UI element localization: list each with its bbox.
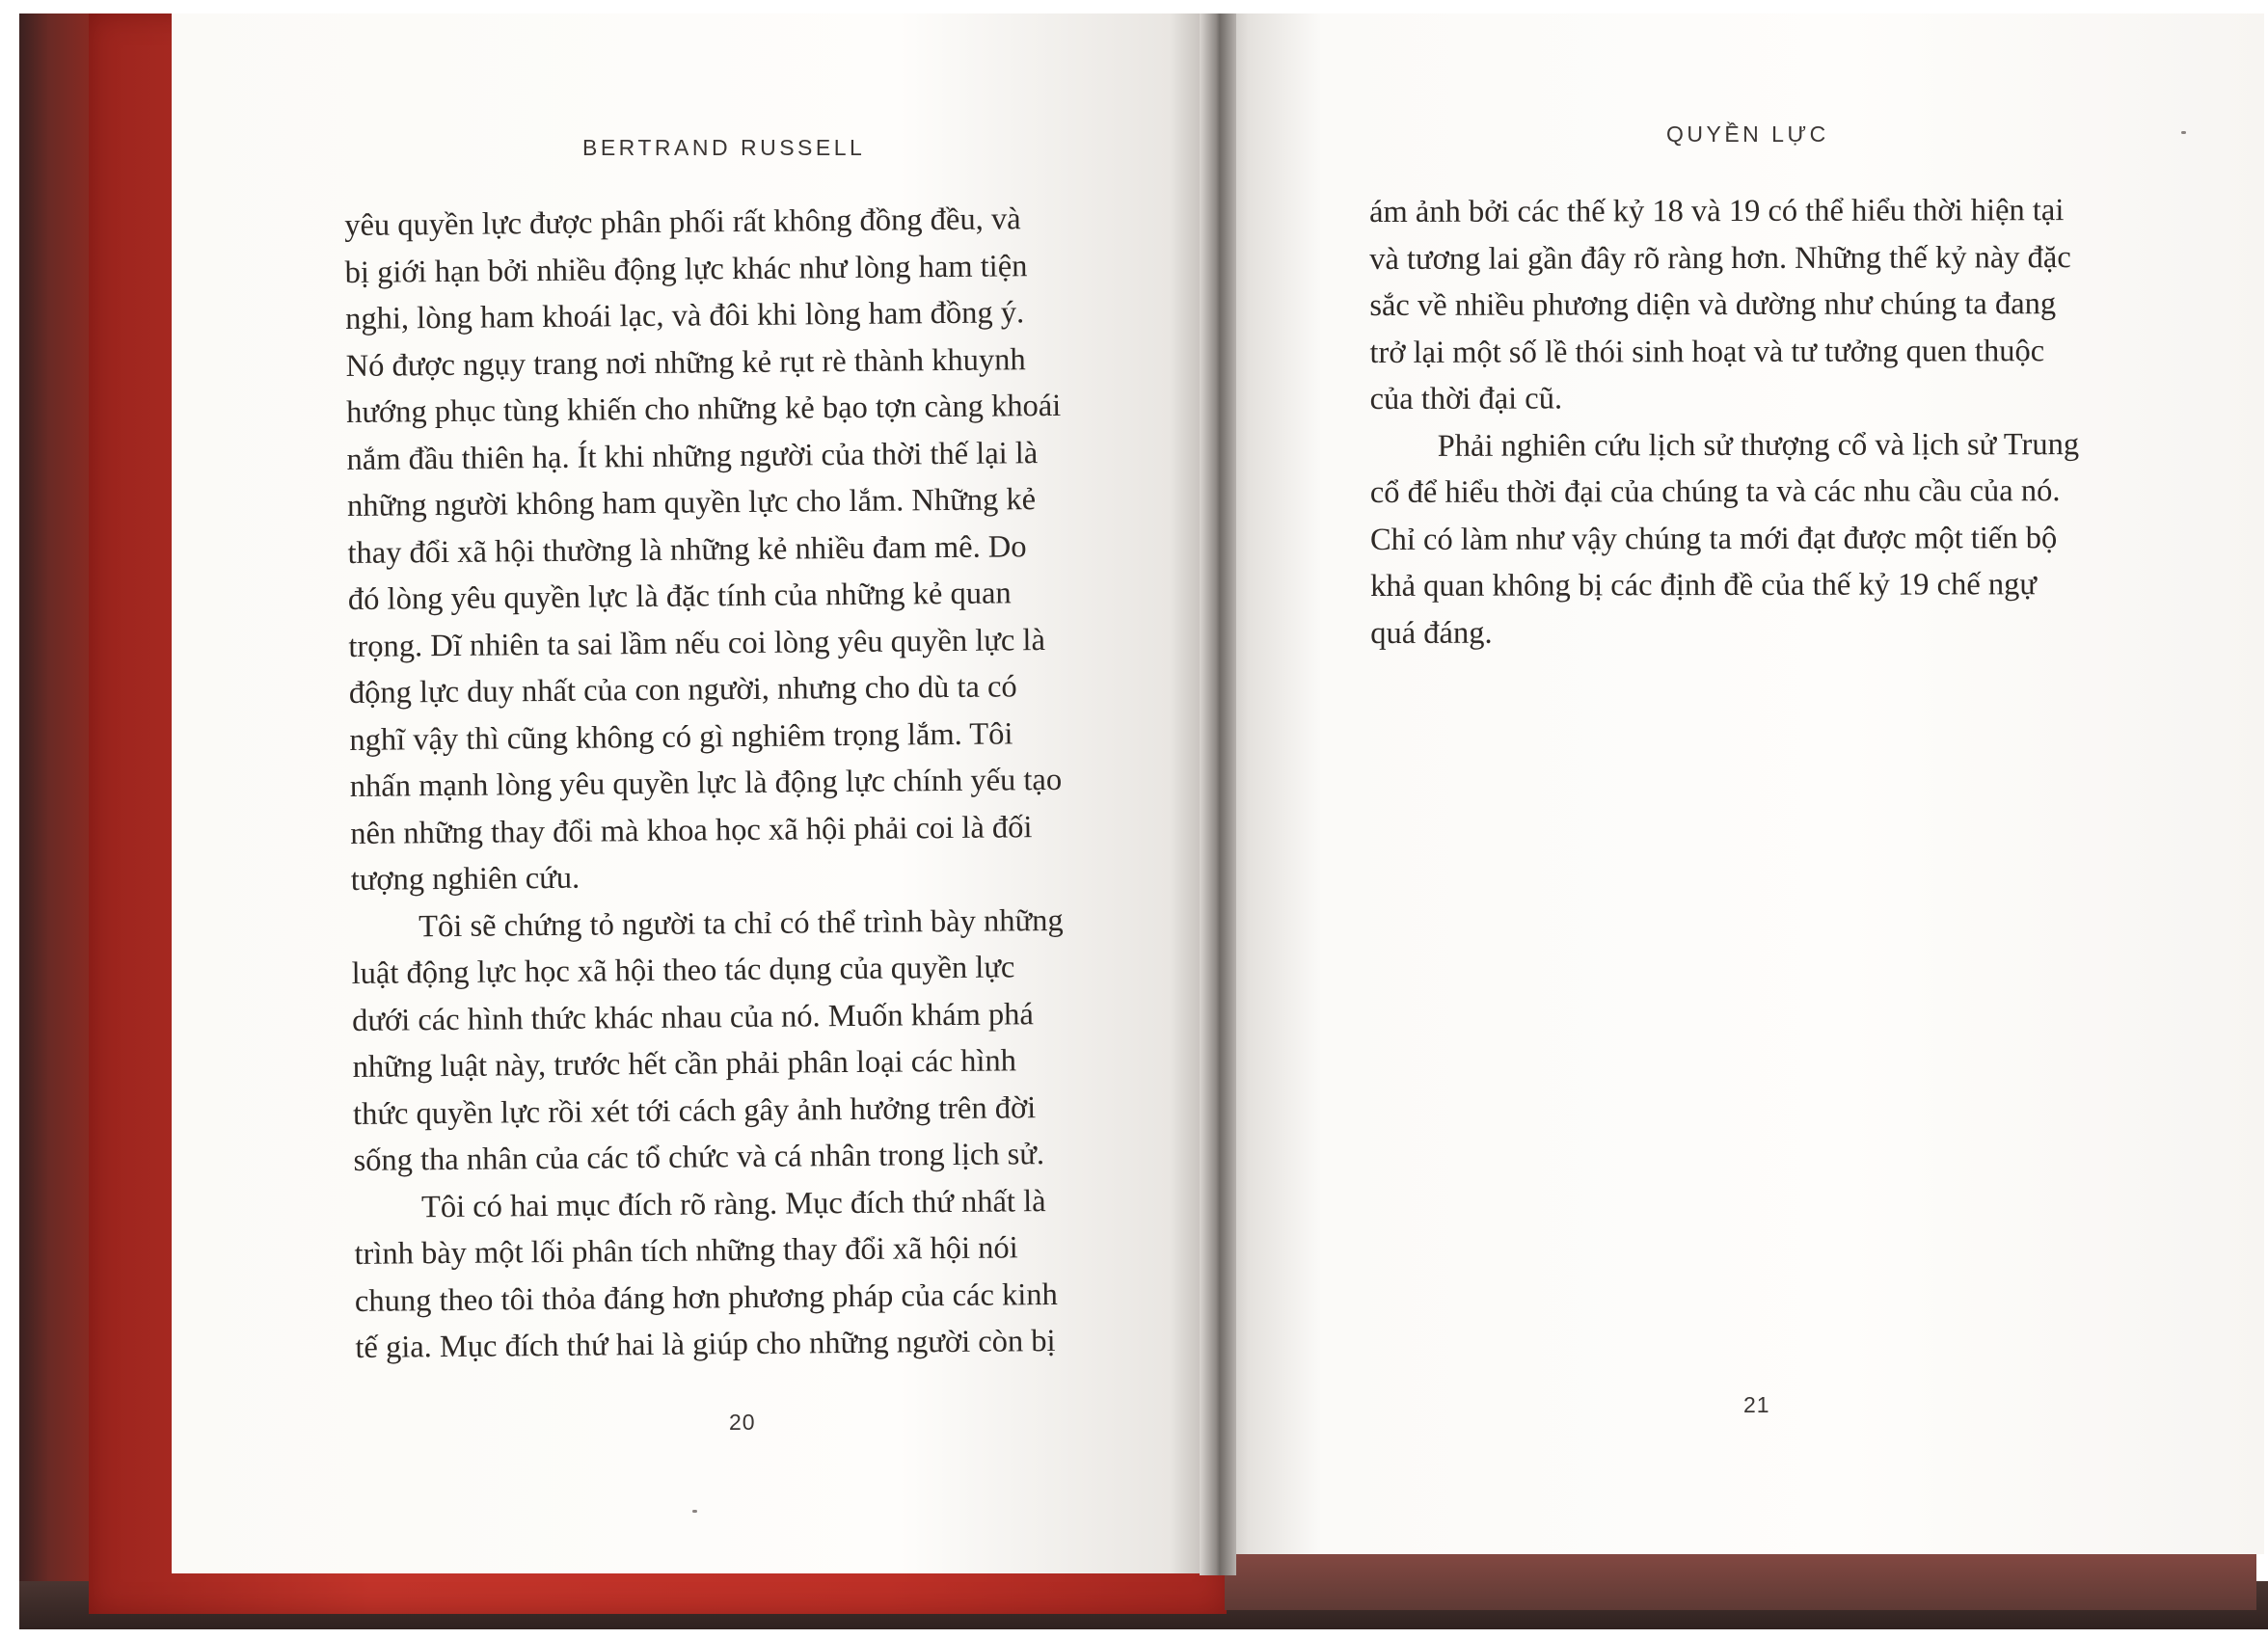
text-line: đó lòng yêu quyền lực là đặc tính của những kẻ quan: [347, 576, 1012, 617]
text-line: thức quyền lực rồi xét tới cách gây ảnh hưởng trên đời: [352, 1089, 1037, 1132]
text-line: Tôi có hai mục đích rõ ràng. Mục đích thứ nhất là: [420, 1183, 1046, 1224]
right-page-body: [1369, 187, 2142, 657]
text-line: ám ảnh bởi các thế kỷ 18 và 19 có thể hiểu thời hiện tại: [1369, 193, 2065, 229]
text-line: bị giới hạn bởi nhiều động lực khác như lòng ham tiện: [344, 248, 1028, 290]
text-line: nhấn mạnh lòng yêu quyền lực là động lực chính yếu tạo: [349, 762, 1063, 804]
text-line: động lực duy nhất của con người, nhưng cho dù ta có: [348, 669, 1017, 711]
text-line: Tôi sẽ chứng tỏ người ta chỉ có thể trình bày những: [418, 902, 1064, 944]
text-line: luật động lực học xã hội theo tác dụng của quyền lực: [351, 950, 1015, 991]
text-line: Phải nghiên cứu lịch sử thượng cổ và lịch sử Trung: [1437, 426, 2080, 464]
text-line: thay đổi xã hội thường là những kẻ nhiều đam mê. Do: [347, 528, 1027, 571]
left-page-body: [344, 195, 1147, 1371]
text-line: yêu quyền lực được phân phối rất không đồng đều, và: [344, 202, 1021, 243]
text-line: Chỉ có làm như vậy chúng ta mới đạt được một tiến bộ: [1369, 520, 2058, 557]
text-line: hướng phục tùng khiến cho những kẻ bạo tợn càng khoái: [345, 388, 1062, 430]
text-line: quá đáng.: [1370, 615, 1493, 651]
scan-edge-left: [19, 13, 94, 1616]
text-line: khả quan không bị các định đề của thế kỷ 19 chế ngự: [1370, 567, 2038, 604]
text-line: cổ để hiểu thời đại của chúng ta và các nhu cầu của nó.: [1369, 473, 2061, 510]
text-line: dưới các hình thức khác nhau của nó. Muốn khám phá: [351, 996, 1035, 1038]
text-line: tế gia. Mục đích thứ hai là giúp cho những người còn bị: [355, 1323, 1056, 1365]
text-line: nắm đầu thiên hạ. Ít khi những người của thời thế lại là: [346, 435, 1039, 477]
text-line: sắc về nhiều phương diện và dường như chúng ta đang: [1369, 286, 2057, 323]
text-line: chung theo tôi thỏa đáng hơn phương pháp của các kinh: [354, 1276, 1058, 1319]
text-line: nghi, lòng ham khoái lạc, và đôi khi lòng ham đồng ý.: [344, 295, 1025, 336]
text-line: nghĩ vậy thì cũng không có gì nghiêm trọng lắm. Tôi: [349, 715, 1013, 758]
text-line: của thời đại cũ.: [1369, 381, 1563, 416]
book-gutter: [1200, 13, 1236, 1575]
left-running-head: BERTRAND RUSSELL: [582, 135, 866, 160]
right-page-number: 21: [1743, 1392, 1770, 1417]
text-line: tượng nghiên cứu.: [350, 860, 580, 898]
print-speck: [692, 1510, 697, 1513]
text-line: và tương lai gần đây rõ ràng hơn. Những thế kỷ này đặc: [1369, 239, 2071, 277]
text-line: trọng. Dĩ nhiên ta sai lầm nếu coi lòng yêu quyền lực là: [348, 622, 1046, 664]
text-line: nên những thay đổi mà khoa học xã hội phải coi là đối: [350, 809, 1033, 851]
text-line: trình bày một lối phân tích những thay đổi xã hội nói: [354, 1230, 1018, 1272]
text-line: Nó được ngụy trang nơi những kẻ rụt rè thành khuynh: [345, 341, 1026, 384]
left-page-number: 20: [729, 1410, 756, 1435]
text-line: những người không ham quyền lực cho lắm. Những kẻ: [346, 482, 1037, 524]
text-line: sống tha nhân của các tổ chức và cá nhân trong lịch sử.: [353, 1137, 1045, 1178]
print-speck: [2181, 131, 2186, 134]
text-line: trở lại một số lề thói sinh hoạt và tư tưởng quen thuộc: [1369, 333, 2045, 370]
right-running-head: QUYỀN LỰC: [1666, 121, 1829, 147]
text-line: những luật này, trước hết cần phải phân loại các hình: [352, 1043, 1017, 1085]
